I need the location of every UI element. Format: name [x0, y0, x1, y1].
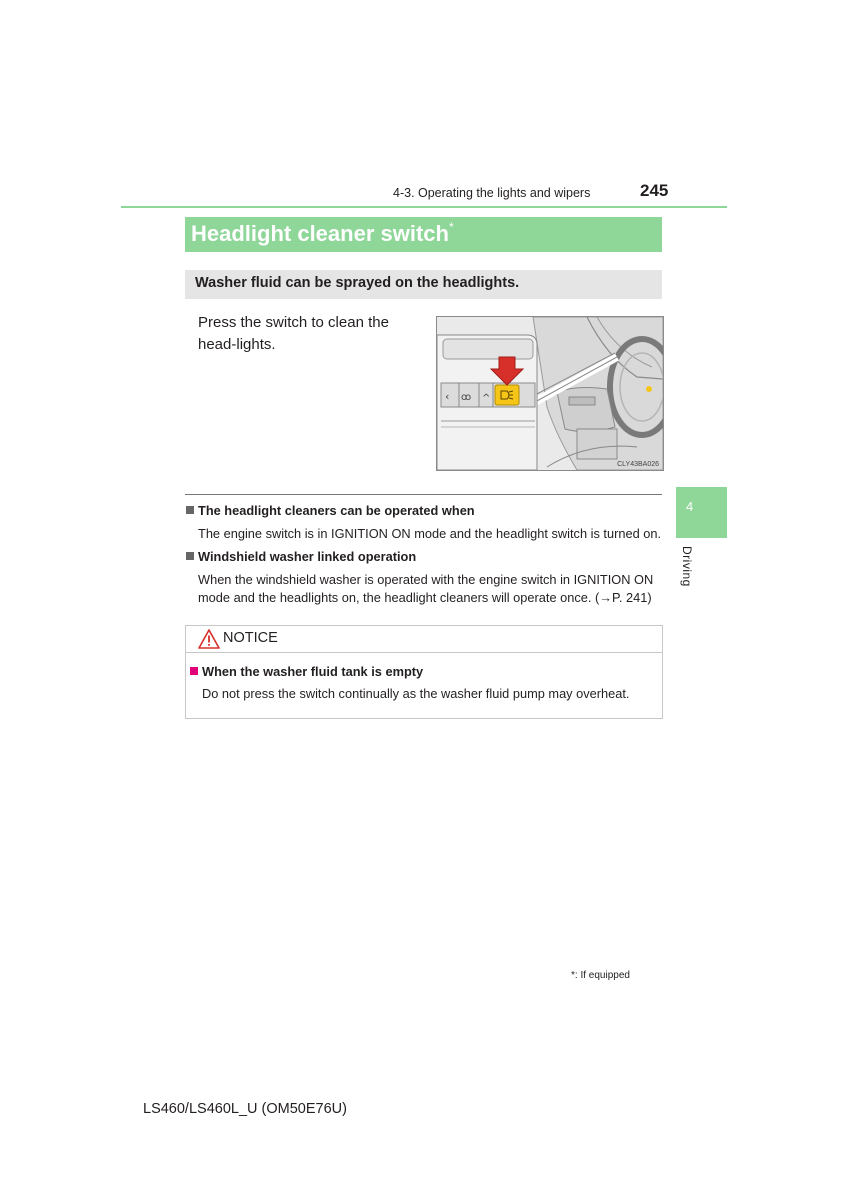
- switch-glyph-up: ^: [482, 393, 491, 404]
- item-heading: [186, 549, 416, 564]
- title-asterisk: *: [449, 220, 454, 234]
- notice-box: [185, 625, 663, 719]
- subheading-text: Washer fluid can be sprayed on the headlights.: [195, 275, 520, 291]
- notice-text: Do not press the switch continually as the washer fluid pump may overheat.: [202, 686, 630, 701]
- chapter-tab: [676, 487, 727, 538]
- bullet-square-icon: [186, 506, 194, 514]
- item-heading-text: The headlight cleaners can be operated when: [198, 503, 475, 518]
- item-text: The engine switch is in IGNITION ON mode and the headlight switch is turned on.: [198, 526, 662, 541]
- item-text-line: When the windshield washer is operated with the engine switch in IGNITION ON: [198, 572, 654, 587]
- notice-heading: [190, 664, 423, 679]
- footnote: *: If equipped: [571, 970, 630, 981]
- switch-glyph-left: ‹: [445, 390, 450, 403]
- chapter-label: Driving: [680, 546, 694, 587]
- headlight-cleaner-switch-illustration: [436, 316, 664, 471]
- item-heading-text: Windshield washer linked operation: [198, 549, 417, 564]
- warning-triangle-icon: [198, 629, 220, 649]
- item-heading: [186, 503, 475, 518]
- switch-glyph-wiper: ꝏ: [461, 392, 472, 403]
- headlight-cleaner-button: [495, 385, 519, 405]
- item-text-line: mode and the headlights on, the headlight cleaners will operate once. (→P. 241): [198, 590, 652, 605]
- running-header-section: 4-3. Operating the lights and wipers: [393, 186, 591, 200]
- section-divider: [185, 494, 662, 495]
- page-number: 245: [640, 181, 669, 200]
- subheading-bar: [185, 270, 662, 299]
- bullet-square-icon: [190, 667, 198, 675]
- notice-heading-text: When the washer fluid tank is empty: [202, 664, 424, 679]
- bullet-square-icon: [186, 552, 194, 560]
- notice-header: [186, 626, 662, 653]
- notice-label: NOTICE: [223, 630, 278, 646]
- chapter-number: 4: [686, 499, 694, 514]
- header-rule: [121, 206, 727, 208]
- section-title: Headlight cleaner switch: [191, 221, 449, 246]
- figure-code: CLY43BA026: [617, 461, 659, 468]
- dashboard-illustration: [437, 317, 663, 470]
- instruction-text: Press the switch to clean the head-lights.: [198, 314, 389, 353]
- footer-model: LS460/LS460L_U (OM50E76U): [143, 1101, 347, 1117]
- section-title-bar: [185, 217, 662, 252]
